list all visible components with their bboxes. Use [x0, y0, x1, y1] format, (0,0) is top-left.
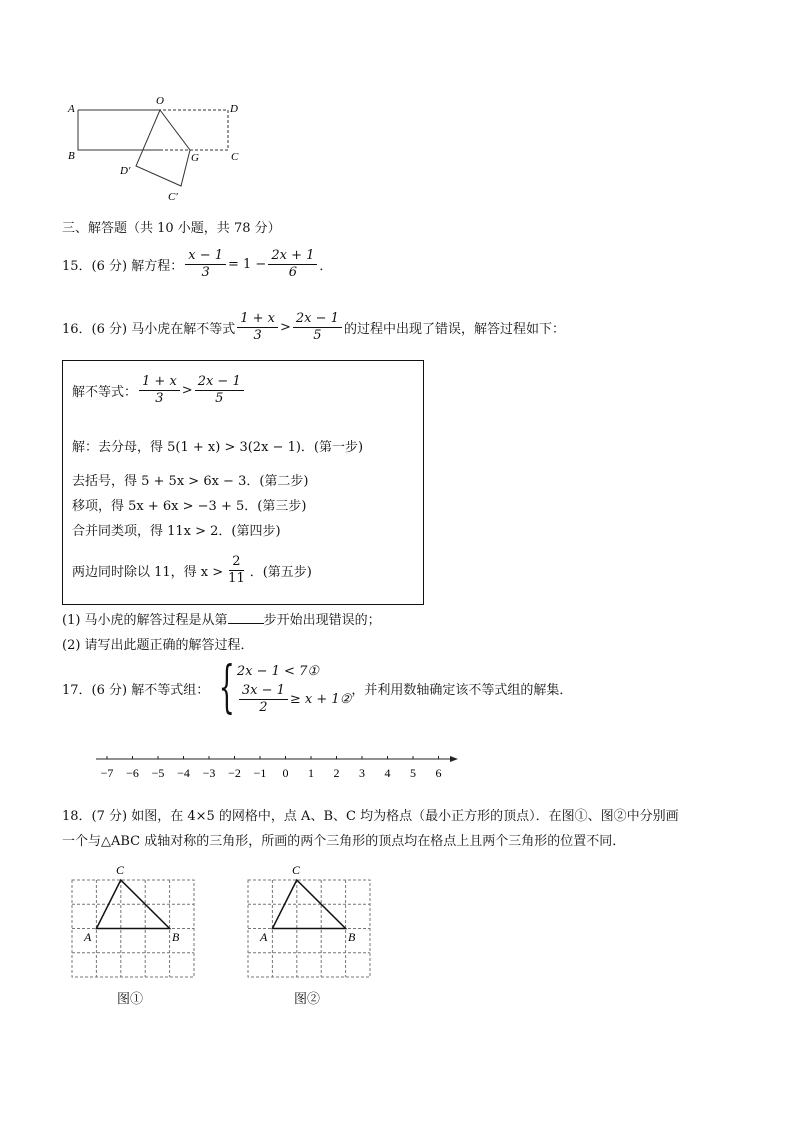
number-line-label: 3 — [359, 766, 365, 780]
inequality-2: $\frac{3x - 1}{2}$ ≥ x + 1② — [237, 683, 351, 716]
solution-line-6: 两边同时除以 11，得 x > $\frac{2}{11}$ ．(第五步) — [72, 554, 312, 586]
number-line-label: −4 — [177, 766, 190, 780]
solution-line-3: 去括号，得 5 + 5x > 6x − 3．(第二步) — [72, 474, 309, 489]
number-line-label: −1 — [253, 766, 267, 780]
inequality-1: 2x − 1 < 7① — [236, 663, 319, 679]
question-16: 16．(6 分) 马小虎在解不等式 $\frac{1 + x}{3}$ > $\frac{2x - 1}{5}$ 的过程中出现了错误，解答过程如下： — [62, 311, 565, 343]
number-line — [92, 750, 462, 784]
label-C-prime: C′ — [168, 191, 178, 203]
label-A: A — [84, 930, 92, 944]
number-line-label: −2 — [228, 766, 241, 780]
label-C: C — [292, 863, 301, 877]
fold-figure — [60, 92, 250, 204]
number-line-label: −5 — [151, 766, 165, 780]
label-B: B — [68, 150, 75, 162]
question-17: 17．(6 分) 解不等式组： { 2x − 1 < 7① $\frac{3x - 1}{2}$ ≥ x + 1② ，并利用数轴确定该不等式组的解集． — [62, 655, 573, 720]
grid-figure-1 — [66, 858, 206, 982]
label-D: D — [230, 103, 238, 115]
label-A: A — [260, 930, 268, 944]
folded-quadrilateral — [136, 110, 190, 186]
answer-blank[interactable] — [228, 612, 264, 624]
system-brace: { — [219, 655, 236, 720]
label-C: C — [116, 863, 125, 877]
solution-line-2: 解：去分母，得 5(1 + x) > 3(2x − 1)．(第一步) — [72, 440, 364, 455]
number-line-label: −7 — [100, 766, 114, 780]
number-line-label: −3 — [202, 766, 216, 780]
fig2-caption: 图② — [294, 992, 321, 1007]
label-B: B — [348, 930, 356, 944]
label-C: C — [231, 151, 239, 163]
grid-figure-2 — [242, 858, 382, 982]
fig1-caption: 图① — [117, 992, 144, 1007]
q15-prefix: 15．(6 分) 解方程： — [62, 259, 184, 274]
label-D-prime: D′ — [120, 165, 131, 177]
solution-line-4: 移项，得 5x + 6x > −3 + 5．(第三步) — [72, 499, 307, 514]
q18-line-1: 18．(7 分) 如图，在 4×5 的网格中，点 A、B、C 均为格点（最小正方形的顶点）．在图①、图②中分别画 — [62, 809, 679, 824]
question-15: 15．(6 分) 解方程： $\frac{x - 1}{3}$ = 1 − $\frac{2x + 1}{6}$ ． — [62, 248, 333, 280]
number-line-label: −6 — [126, 766, 139, 780]
q16-sub-1: (1) 马小虎的解答过程是从第 步开始出现错误的； — [62, 613, 381, 628]
number-line-label: 2 — [333, 766, 340, 780]
solution-line-5: 合并同类项，得 11x > 2．(第四步) — [72, 524, 281, 539]
label-O: O — [156, 95, 164, 107]
arrow-right-icon — [450, 756, 458, 762]
number-line-label: 1 — [308, 766, 314, 780]
label-A: A — [68, 103, 75, 115]
number-line-label: 6 — [435, 766, 442, 780]
number-line-label: 5 — [410, 766, 416, 780]
solution-line-1: 解不等式： $\frac{1 + x}{3}$ > $\frac{2x - 1}{5}$ — [72, 374, 246, 407]
section-title: 三、解答题（共 10 小题，共 78 分） — [62, 221, 281, 236]
q16-sub-2: (2) 请写出此题正确的解答过程． — [62, 638, 254, 653]
number-line-label: 0 — [282, 766, 289, 780]
label-B: B — [172, 930, 180, 944]
label-G: G — [191, 152, 199, 164]
dashed-rectangle — [78, 110, 228, 150]
q18-line-2: 一个与△ABC 成轴对称的三角形，所画的两个三角形的顶点均在格点上且两个三角形的位置不同． — [62, 834, 626, 849]
number-line-label: 4 — [384, 766, 391, 780]
